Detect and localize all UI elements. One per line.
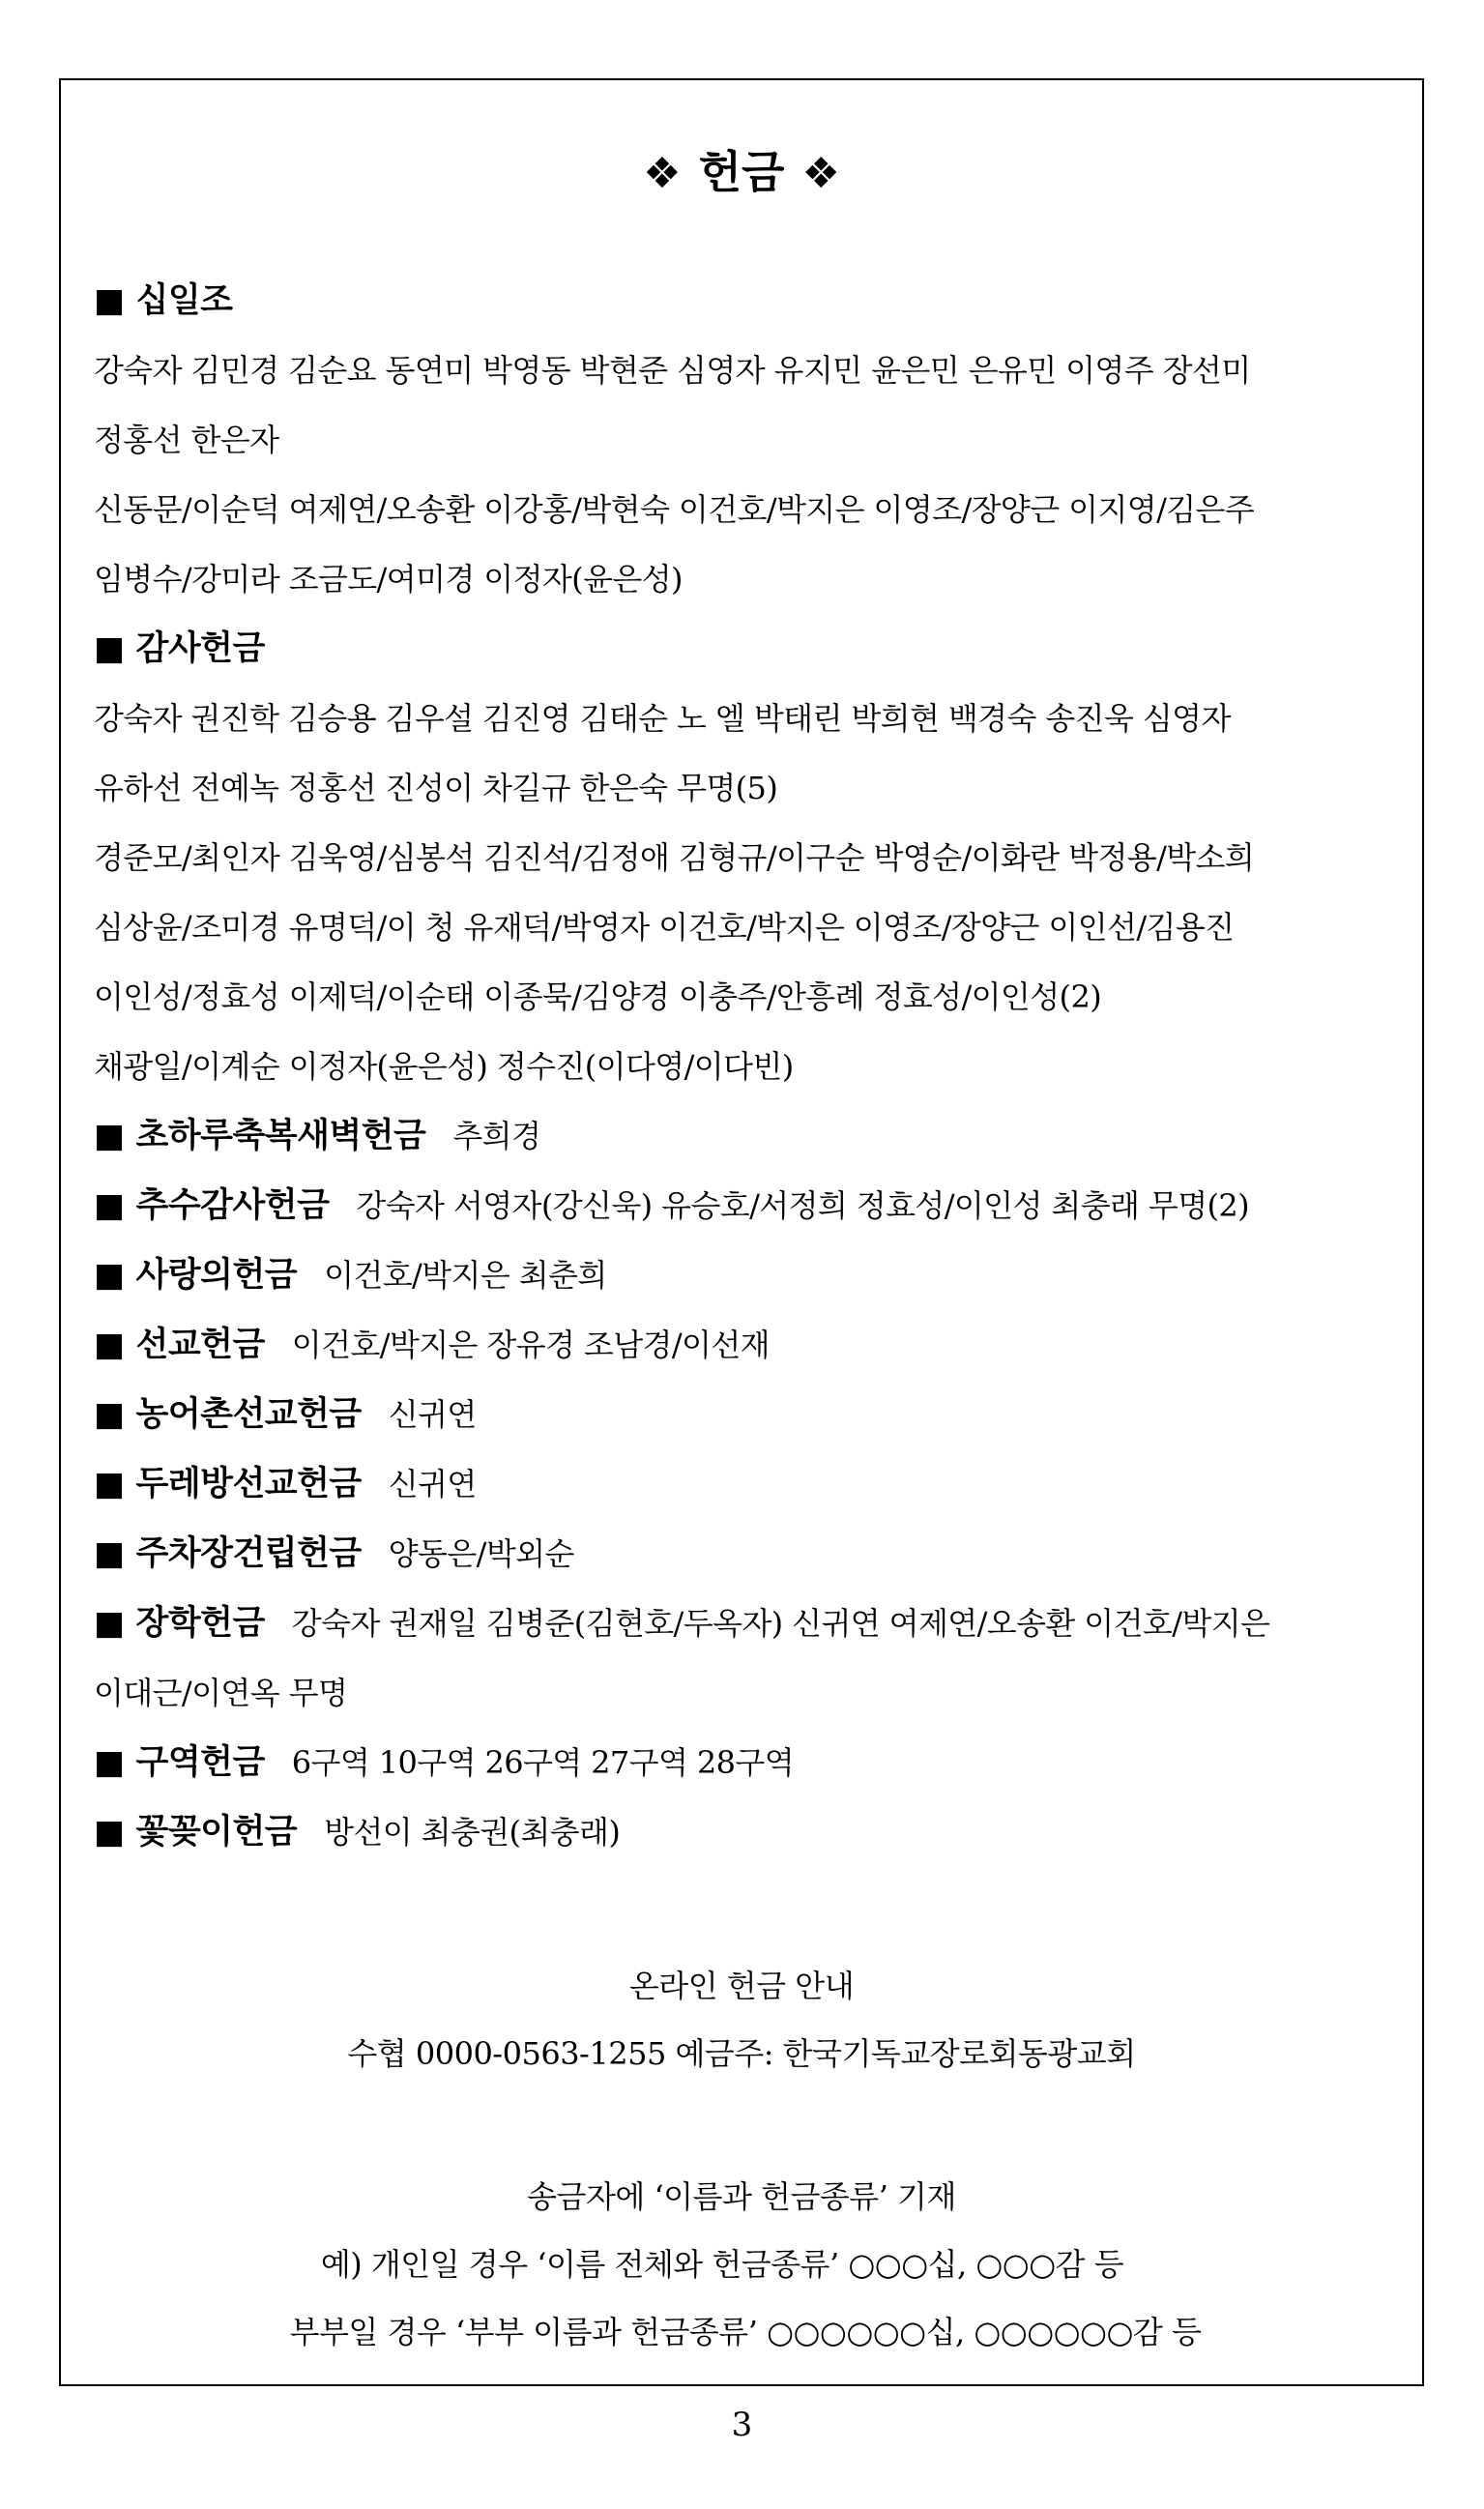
section-flower xyxy=(94,1797,1403,1867)
square-bullet-icon: ■ xyxy=(94,1256,125,1295)
section-duraebang xyxy=(94,1449,1403,1519)
section-harvest xyxy=(94,1171,1403,1240)
section-love xyxy=(94,1240,1403,1310)
section-label: 꽃꽂이헌금 xyxy=(135,1813,298,1852)
name-line: 심상윤/조미경 유명덕/이 청 유재덕/박영자 이건호/박지은 이영조/장양근 이인선/김용진 xyxy=(94,909,1235,946)
page-frame xyxy=(59,78,1424,2386)
section-scholarship xyxy=(94,1589,1403,1658)
section-label: 장학헌금 xyxy=(135,1604,265,1643)
section-label: 선교헌금 xyxy=(135,1326,265,1364)
offering-list xyxy=(94,266,1403,1867)
section-heading-thanks xyxy=(94,614,1403,684)
section-label: 십일조 xyxy=(135,281,233,320)
diamond-ornament-left-icon: ❖ xyxy=(643,149,682,198)
section-dawn xyxy=(94,1101,1403,1171)
square-bullet-icon: ■ xyxy=(94,1395,125,1434)
square-bullet-icon: ■ xyxy=(94,281,125,320)
section-names: 추희경 xyxy=(452,1118,541,1154)
section-names: 강숙자 서영자(강신욱) 유승호/서정희 정효성/이인성 최충래 무명(2) xyxy=(356,1187,1250,1224)
section-parking xyxy=(94,1519,1403,1589)
section-mission xyxy=(94,1310,1403,1380)
section-label: 초하루축복새벽헌금 xyxy=(135,1117,426,1155)
section-names: 이건호/박지은 장유경 조남경/이선재 xyxy=(291,1327,770,1363)
name-line: 경준모/최인자 김욱영/심봉석 김진석/김정애 김형규/이구순 박영순/이화란 박정용/박소희 xyxy=(94,839,1255,876)
square-bullet-icon: ■ xyxy=(94,1117,125,1155)
online-account: 수협 0000-0563-1255 예금주: 한국기독교장로회동광교회 xyxy=(347,2035,1136,2072)
name-line: 정홍선 한은자 xyxy=(94,422,279,458)
diamond-ornament-right-icon: ❖ xyxy=(801,149,840,198)
name-line: 강숙자 김민경 김순요 동연미 박영동 박현준 심영자 유지민 윤은민 은유민 이영주 장선미 xyxy=(94,352,1251,389)
section-label: 두레방선교헌금 xyxy=(135,1465,362,1503)
section-names: 양동은/박외순 xyxy=(388,1535,574,1572)
section-label: 감사헌금 xyxy=(135,629,265,668)
section-label: 추수감사헌금 xyxy=(135,1186,330,1225)
name-line: 임병수/강미라 조금도/여미경 이정자(윤은성) xyxy=(94,561,683,598)
name-line: 채광일/이계순 이정자(윤은성) 정수진(이다영/이다빈) xyxy=(94,1048,794,1085)
section-label: 사랑의헌금 xyxy=(135,1256,298,1295)
square-bullet-icon: ■ xyxy=(94,1604,125,1643)
section-names: 신귀연 xyxy=(388,1396,477,1433)
online-instruction: 송금자에 ‘이름과 헌금종류’ 기재 xyxy=(527,2178,956,2215)
name-line: 신동문/이순덕 여제연/오송환 이강홍/박현숙 이건호/박지은 이영조/장양근 이지영/김은주 xyxy=(94,491,1255,528)
section-label: 농어촌선교헌금 xyxy=(135,1395,362,1434)
section-district xyxy=(94,1728,1403,1797)
online-heading: 온라인 헌금 안내 xyxy=(628,1968,855,2004)
section-names: 강숙자 권재일 김병준(김현호/두옥자) 신귀연 여제연/오송환 이건호/박지은 xyxy=(291,1605,1270,1642)
online-example-individual: 예) 개인일 경우 ‘이름 전체와 헌금종류’ ○○○십, ○○○감 등 xyxy=(320,2246,1124,2283)
square-bullet-icon: ■ xyxy=(94,629,125,668)
square-bullet-icon: ■ xyxy=(94,1534,125,1573)
section-names: 6구역 10구역 26구역 27구역 28구역 xyxy=(291,1744,795,1781)
online-example-couple: 부부일 경우 ‘부부 이름과 헌금종류’ ○○○○○○십, ○○○○○○감 등 xyxy=(289,2314,1202,2350)
page-number: 3 xyxy=(731,2406,753,2444)
section-names: 신귀연 xyxy=(388,1466,477,1502)
section-names: 이건호/박지은 최춘희 xyxy=(324,1257,607,1294)
square-bullet-icon: ■ xyxy=(94,1465,125,1503)
name-line: 이대근/이연옥 무명 xyxy=(94,1675,348,1711)
section-label: 구역헌금 xyxy=(135,1743,265,1782)
square-bullet-icon: ■ xyxy=(94,1326,125,1364)
section-rural xyxy=(94,1380,1403,1449)
section-label: 주차장건립헌금 xyxy=(135,1534,362,1573)
title-text: 헌금 xyxy=(698,146,785,198)
name-line: 유하선 전예녹 정홍선 진성이 차길규 한은숙 무명(5) xyxy=(94,770,778,806)
name-line: 강숙자 권진학 김승용 김우설 김진영 김태순 노 엘 박태린 박희현 백경숙 송진욱 심영자 xyxy=(94,700,1231,737)
section-names: 방선이 최충권(최충래) xyxy=(324,1814,621,1851)
square-bullet-icon: ■ xyxy=(94,1186,125,1225)
page-title xyxy=(61,138,1422,208)
square-bullet-icon: ■ xyxy=(94,1743,125,1782)
name-line: 이인성/정효성 이제덕/이순태 이종묵/김양경 이충주/안흥례 정효성/이인성(2) xyxy=(94,978,1102,1015)
section-heading-tithe xyxy=(94,266,1403,336)
square-bullet-icon: ■ xyxy=(94,1813,125,1852)
